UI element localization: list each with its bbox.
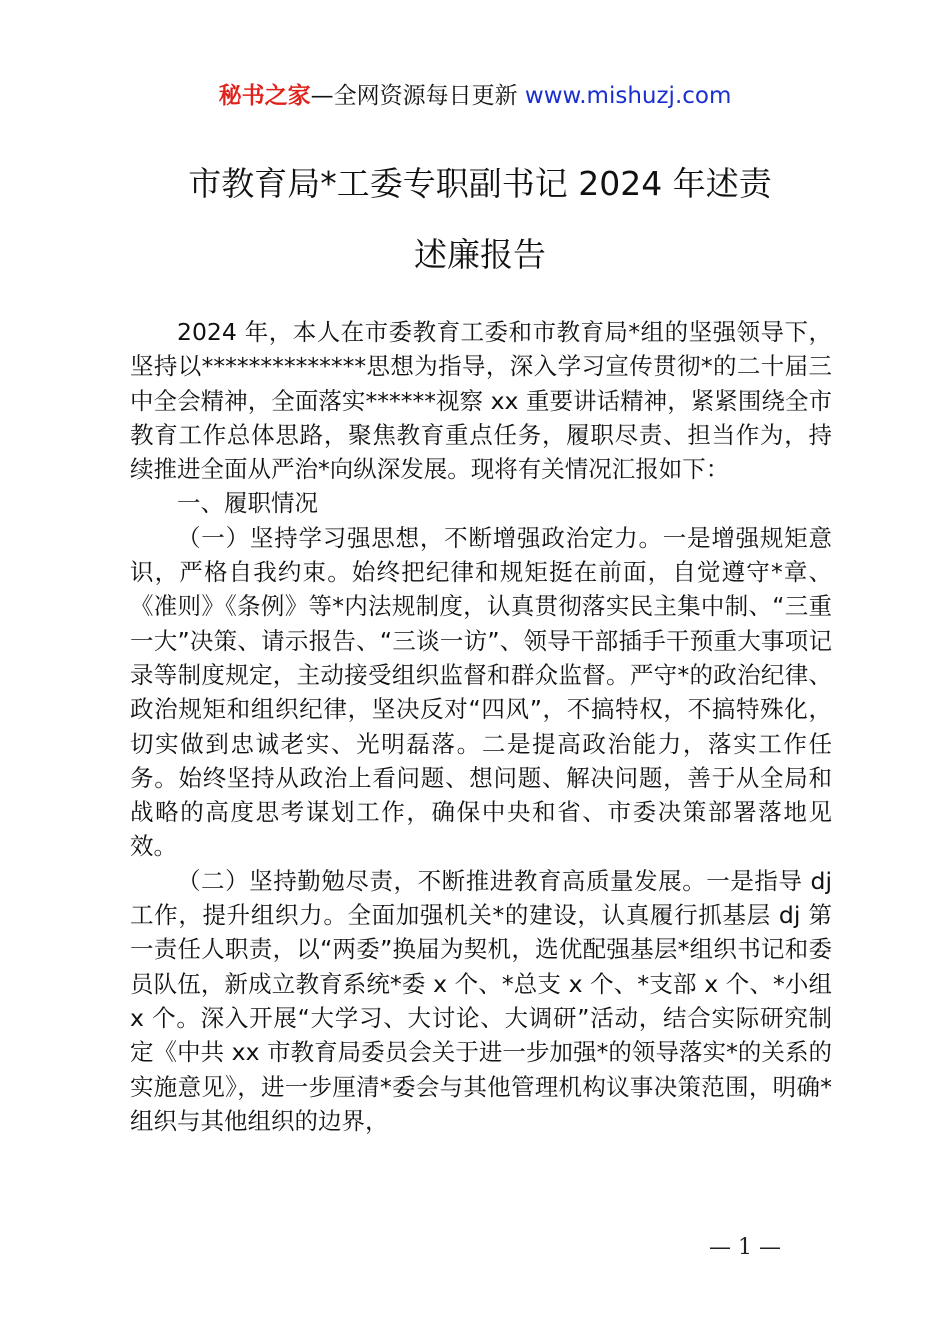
site-url-link[interactable]: www.mishuzj.com	[524, 83, 732, 109]
title-line-2: 述廉报告	[414, 235, 546, 274]
site-tagline: —全网资源每日更新	[310, 83, 525, 109]
site-brand: 秘书之家	[218, 83, 311, 109]
site-banner	[0, 80, 950, 112]
document-body	[130, 315, 832, 1138]
document-title	[130, 160, 830, 302]
body-paragraph: （一）坚持学习强思想，不断增强政治定力。一是增强规矩意识，严格自我约束。始终把纪律和规矩挺在前面，自觉遵守*章、《准则》《条例》等*内法规制度，认真贯彻落实民主集中制、“三重一大”决策、请示报告、“三谈一访”、领导干部插手干预重大事项记录等制度规定，主动接受组织监督和群众监督。严守*的政治纪律、政治规矩和组织纪律，坚决反对“四风”，不搞特权，不搞特殊化，切实做到忠诚老实、光明磊落。二是提高政治能力，落实工作任务。始终坚持从政治上看问题、想问题、解决问题，善于从全局和战略的高度思考谋划工作，确保中央和省、市委决策部署落地见效。	[130, 523, 832, 861]
section-heading: 一、履职情况	[177, 489, 318, 518]
intro-paragraph: 2024 年，本人在市委教育工委和市教育局*组的坚强领导下，坚持以**************思想为指导，深入学习宣传贯彻*的二十届三中全会精神，全面落实******视察 xx 重要讲话精神，紧紧围绕全市教育工作总体思路，聚焦教育重点任务，履职尽责、担当作为，持续推进全面从严治*向纵深发展。现将有关情况汇报如下：	[130, 318, 832, 484]
page-number: — 1 —	[709, 1235, 781, 1260]
title-line-1: 市教育局*工委专职副书记 2024 年述责	[188, 164, 772, 203]
body-paragraph: （二）坚持勤勉尽责，不断推进教育高质量发展。一是指导 dj 工作，提升组织力。全面加强机关*的建设，认真履行抓基层 dj 第一责任人职责，以“两委”换届为契机，选优配强基层*组织书记和委员队伍，新成立教育系统*委 x 个、*总支 x 个、*支部 x 个、*小组 x 个。深入开展“大学习、大讨论、大调研”活动，结合实际研究制定《中共 xx 市教育局委员会关于进一步加强*的领导落实*的关系的实施意见》，进一步厘清*委会与其他管理机构议事决策范围，明确*组织与其他组织的边界，	[130, 866, 832, 1135]
